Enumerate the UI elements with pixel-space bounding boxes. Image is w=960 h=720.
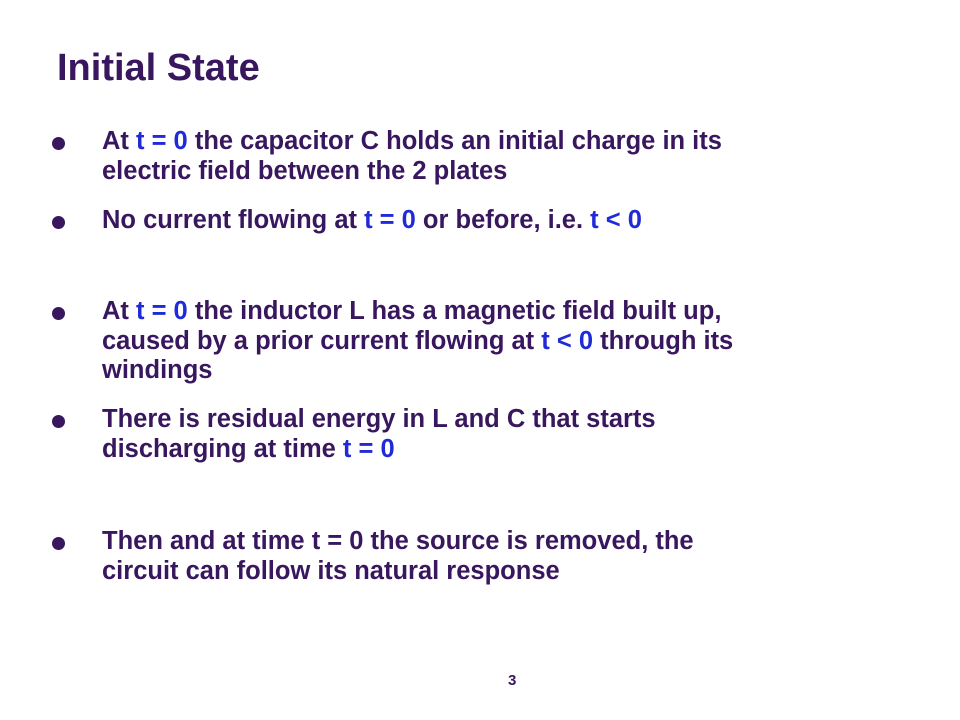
highlight-run: t < 0 xyxy=(541,326,594,355)
bullet-line: windings xyxy=(102,356,213,384)
bullet-dot-icon xyxy=(52,415,65,428)
bullet-text xyxy=(102,297,902,386)
bullet-line xyxy=(102,127,902,157)
slide-title: Initial State xyxy=(57,47,260,89)
bullet-dot-icon xyxy=(52,137,65,150)
highlight-run: t = 0 xyxy=(364,206,416,234)
highlight-run: t = 0 xyxy=(136,297,188,325)
text-run: At xyxy=(102,297,136,325)
bullet-line xyxy=(102,435,902,465)
highlight-run: t = 0 xyxy=(136,127,188,155)
text-run: caused by a prior current flowing at xyxy=(102,326,542,355)
bullet-text xyxy=(102,127,902,186)
bullet-line: circuit can follow its natural response xyxy=(102,556,560,585)
highlight-run: t = 0 xyxy=(342,434,395,463)
bullet-line xyxy=(102,206,902,236)
bullet-text xyxy=(102,527,902,586)
bullet-line xyxy=(102,297,902,327)
text-run: discharging at time xyxy=(102,434,343,463)
bullet-line: electric field between the 2 plates xyxy=(102,156,508,185)
bullet-dot-icon xyxy=(52,307,65,320)
text-run: or before, i.e. xyxy=(415,206,591,234)
text-run: the inductor L has a magnetic field built up, xyxy=(187,297,722,325)
text-run: At xyxy=(102,127,136,155)
highlight-run: t < 0 xyxy=(590,206,642,234)
page-number: 3 xyxy=(508,672,517,689)
bullet-text xyxy=(102,405,902,464)
text-run: the capacitor C holds an initial charge in its xyxy=(187,127,722,155)
bullet-line: Then and at time t = 0 the source is removed, the xyxy=(102,527,694,555)
bullet-line xyxy=(102,327,902,357)
bullet-line: There is residual energy in L and C that starts xyxy=(102,405,656,433)
text-run: through its xyxy=(593,326,734,355)
text-run: No current flowing at xyxy=(102,206,365,234)
bullet-dot-icon xyxy=(52,537,65,550)
bullet-text xyxy=(102,206,902,236)
bullet-dot-icon xyxy=(52,216,65,229)
